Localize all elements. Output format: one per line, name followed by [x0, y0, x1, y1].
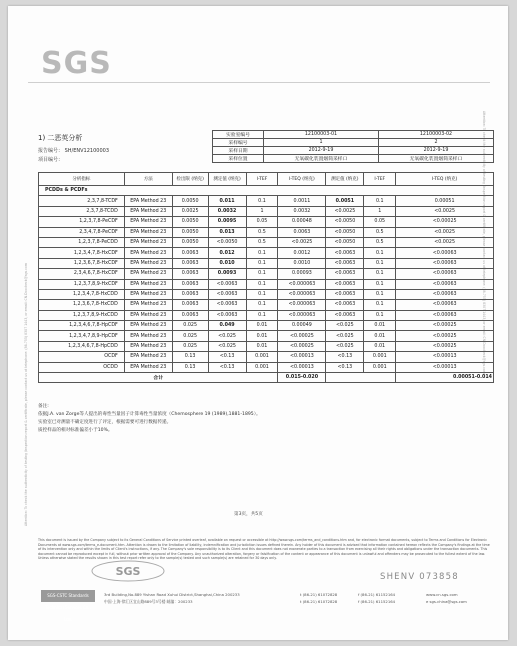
- serial-number: SHENV 073858: [380, 572, 459, 582]
- sgs-logo: SGS: [41, 46, 112, 81]
- table-row: [39, 206, 494, 216]
- analyte-cell: 1,2,3,7,8,9-HxCDD: [39, 310, 125, 320]
- sample-1-measured-cell: <0.025: [208, 331, 246, 341]
- sample-1-measured-cell: 0.0093: [208, 269, 246, 279]
- notes-title: 备注:: [38, 404, 49, 409]
- analyte-cell: 2,3,7,8-TCDF: [39, 196, 125, 206]
- report-page: [8, 6, 508, 640]
- sample-header-row: [213, 155, 494, 163]
- sample-1-value: 1: [264, 139, 379, 147]
- project-number-label: 项目编号：: [38, 157, 64, 163]
- sample-2-teq-cell: 0.00051: [396, 196, 494, 206]
- sample-2-value: 无氧碳化装置烟筒采样口: [379, 155, 494, 163]
- sample-1-teq-cell: <0.00025: [278, 341, 326, 351]
- analyte-cell: 2,3,4,6,7,8-HxCDF: [39, 269, 125, 279]
- detection-limit-cell: 0.025: [172, 341, 208, 351]
- sample-2-tef-cell: 0.1: [364, 310, 396, 320]
- sample-1-tef-cell: 1: [246, 206, 278, 216]
- detection-limit-cell: 0.0063: [172, 279, 208, 289]
- sample-1-teq-cell: <0.000063: [278, 310, 326, 320]
- sample-header-label: 实验室编号: [213, 131, 264, 139]
- sample-2-measured-cell: <0.0063: [326, 289, 364, 299]
- fax-english: f (86-21) 61152164: [358, 592, 396, 597]
- sample-1-tef-cell: 0.5: [246, 227, 278, 237]
- sample-1-tef-cell: 0.1: [246, 300, 278, 310]
- detection-limit-cell: 0.0050: [172, 227, 208, 237]
- sample-1-tef-cell: 0.001: [246, 362, 278, 372]
- sample-header-table: [212, 130, 494, 163]
- sample-1-measured-cell: <0.13: [208, 352, 246, 362]
- sample-2-teq-cell: <0.00025: [396, 341, 494, 351]
- sample-2-tef-cell: 1: [364, 206, 396, 216]
- column-header: I-TEF: [246, 173, 278, 186]
- address-english: 3rd Building,No.889 Yishan Road Xuhui District,Shanghai,China 200233: [104, 592, 240, 597]
- detection-limit-cell: 0.025: [172, 331, 208, 341]
- sample-2-value: 12100003-02: [379, 131, 494, 139]
- sample-1-measured-cell: <0.0063: [208, 300, 246, 310]
- method-cell: EPA Method 23: [124, 321, 172, 331]
- sample-1-measured-cell: 0.010: [208, 258, 246, 268]
- sample-1-tef-cell: 0.1: [246, 248, 278, 258]
- stamp-text: SGS: [115, 565, 141, 578]
- detection-limit-cell: 0.13: [172, 362, 208, 372]
- sample-2-tef-cell: 0.5: [364, 237, 396, 247]
- stamp-icon: [88, 558, 168, 584]
- sample-2-tef-cell: 0.1: [364, 258, 396, 268]
- sample-2-measured-cell: <0.0063: [326, 279, 364, 289]
- detection-limit-cell: 0.0063: [172, 289, 208, 299]
- detection-limit-cell: 0.0050: [172, 217, 208, 227]
- sample-1-teq-cell: <0.000063: [278, 279, 326, 289]
- table-row: [39, 289, 494, 299]
- sample-1-measured-cell: <0.0050: [208, 237, 246, 247]
- analyte-cell: 1,2,3,4,6,7,8-HpCDD: [39, 341, 125, 351]
- sample-2-teq-cell: <0.0025: [396, 237, 494, 247]
- method-cell: EPA Method 23: [124, 248, 172, 258]
- analyte-cell: OCDF: [39, 352, 125, 362]
- sample-1-value: 12100003-01: [264, 131, 379, 139]
- sample-1-tef-cell: 0.01: [246, 331, 278, 341]
- detection-limit-cell: 0.0050: [172, 196, 208, 206]
- sample-1-teq-cell: 0.00093: [278, 269, 326, 279]
- sample-2-measured-cell: <0.0063: [326, 300, 364, 310]
- sample-1-measured-cell: <0.0063: [208, 279, 246, 289]
- sample-1-teq-cell: 0.00048: [278, 217, 326, 227]
- sample-2-measured-cell: 0.0051: [326, 196, 364, 206]
- sample-1-measured-cell: 0.011: [208, 196, 246, 206]
- sample-1-tef-cell: 0.01: [246, 341, 278, 351]
- sample-2-tef-cell: 0.01: [364, 331, 396, 341]
- sample-1-measured-cell: <0.0063: [208, 289, 246, 299]
- sample-1-tef-cell: 0.1: [246, 258, 278, 268]
- side-notice-left: Attention: To check the authenticity of testing /inspection report & certificate, please contact us at telephone: (86-755) 8307 1443, or email: CN.Doccheck@sgs.com: [24, 262, 28, 526]
- total-row: [39, 373, 494, 383]
- sample-2-teq-cell: <0.0025: [396, 227, 494, 237]
- total-spacer: [326, 373, 396, 383]
- table-row: [39, 248, 494, 258]
- footer-company-logo: SGS-CSTC Standards Technical Services Co., Ltd.: [41, 590, 95, 602]
- sample-1-tef-cell: 0.1: [246, 269, 278, 279]
- table-row: [39, 352, 494, 362]
- table-row: [39, 341, 494, 351]
- sample-1-measured-cell: 0.049: [208, 321, 246, 331]
- column-header: I-TEQ (纳克): [396, 173, 494, 186]
- table-row: [39, 196, 494, 206]
- table-row: [39, 237, 494, 247]
- detection-limit-cell: 0.0063: [172, 248, 208, 258]
- analyte-cell: 1,2,3,4,7,8,9-HpCDF: [39, 331, 125, 341]
- sample-2-teq-cell: <0.0025: [396, 206, 494, 216]
- column-header-row: [39, 173, 494, 186]
- sample-2-measured-cell: <0.0063: [326, 310, 364, 320]
- sample-2-measured-cell: <0.13: [326, 362, 364, 372]
- method-cell: EPA Method 23: [124, 217, 172, 227]
- sample-2-tef-cell: 0.1: [364, 300, 396, 310]
- column-header: 方法: [124, 173, 172, 186]
- sample-1-teq-cell: <0.00013: [278, 352, 326, 362]
- sample-2-measured-cell: <0.0050: [326, 227, 364, 237]
- method-cell: EPA Method 23: [124, 258, 172, 268]
- sample-1-tef-cell: 0.001: [246, 352, 278, 362]
- sample-2-tef-cell: 0.5: [364, 227, 396, 237]
- table-row: [39, 331, 494, 341]
- sample-2-measured-cell: <0.13: [326, 352, 364, 362]
- sample-1-measured-cell: 0.0032: [208, 206, 246, 216]
- table-row: [39, 300, 494, 310]
- sample-2-tef-cell: 0.01: [364, 321, 396, 331]
- sample-1-teq-cell: 0.0032: [278, 206, 326, 216]
- analyte-cell: 2,3,4,7,8-PeCDF: [39, 227, 125, 237]
- detection-limit-cell: 0.0025: [172, 206, 208, 216]
- sample-header-row: [213, 131, 494, 139]
- sample-2-teq-cell: <0.00013: [396, 352, 494, 362]
- sample-1-teq-cell: 0.00049: [278, 321, 326, 331]
- analyte-cell: 1,2,3,7,8-PeCDD: [39, 237, 125, 247]
- notes-line-2: 实验室已对测量不确定度进行了评定，根据需要可进行数据传递。: [38, 420, 172, 425]
- sample-2-tef-cell: 0.05: [364, 217, 396, 227]
- section-row: [39, 186, 494, 196]
- method-cell: EPA Method 23: [124, 227, 172, 237]
- sample-2-measured-cell: <0.0050: [326, 237, 364, 247]
- sample-2-teq-cell: <0.00025: [396, 217, 494, 227]
- column-header: 分析指标: [39, 173, 125, 186]
- disclaimer-text: This document is issued by the Company subject to its General Conditions of Service printed overleaf, available on request or accessible at http://www.sgs.com/terms_and_conditions.htm and, for electronic format documents, subject to Terms and Conditions for Electronic Documents at www.sgs.com/terms_e-document.htm. Attention is drawn to the limitation of liability, indemnification and jurisdiction issues defined therein. Any holder of this document is advised that information contained hereon reflects the Company's findings at the time of its intervention only and within the limits of Client's instructions, if any. The Company's sole responsibility is to its Client and this document does not exonerate parties to a transaction from exercising all their rights and obligations under the transaction documents. This document cannot be reproduced except in full, without prior written approval of the Company. Any unauthorized alteration, forgery or falsification of the content or appearance of this document is unlawful and offenders may be prosecuted to the fullest extent of the law. Unless otherwise stated the results shown in this test report refer only to the sample(s) tested and such sample(s) are retained for 30 days only.: [38, 538, 490, 561]
- email[interactable]: e sgs.china@sgs.com: [426, 599, 467, 604]
- section-label: PCDDs & PCDFs: [39, 186, 494, 196]
- method-cell: EPA Method 23: [124, 352, 172, 362]
- analyte-cell: 1,2,3,4,7,8-HxCDD: [39, 289, 125, 299]
- method-cell: EPA Method 23: [124, 206, 172, 216]
- sample-1-teq-cell: 0.0011: [278, 196, 326, 206]
- detection-limit-cell: 0.13: [172, 352, 208, 362]
- page-number: 第3页，共5页: [234, 512, 263, 517]
- sample-1-measured-cell: 0.012: [208, 248, 246, 258]
- report-number-line: [38, 147, 109, 154]
- sample-1-tef-cell: 0.5: [246, 237, 278, 247]
- sample-2-measured-cell: <0.025: [326, 321, 364, 331]
- website[interactable]: www.cn.sgs.com: [426, 592, 458, 597]
- method-cell: EPA Method 23: [124, 341, 172, 351]
- table-row: [39, 310, 494, 320]
- analyte-cell: 1,2,3,7,8,9-HxCDF: [39, 279, 125, 289]
- sample-1-teq-cell: <0.00025: [278, 331, 326, 341]
- analyte-cell: 1,2,3,7,8-PeCDF: [39, 217, 125, 227]
- sample-2-tef-cell: 0.001: [364, 362, 396, 372]
- sample-2-measured-cell: <0.0063: [326, 269, 364, 279]
- tel-english: t (86-21) 61072828: [300, 592, 338, 597]
- sample-2-teq-cell: <0.00063: [396, 269, 494, 279]
- sample-2-teq-cell: <0.00063: [396, 248, 494, 258]
- analyte-cell: 2,3,7,8-TCDD: [39, 206, 125, 216]
- method-cell: EPA Method 23: [124, 237, 172, 247]
- table-row: [39, 258, 494, 268]
- sample-1-value: 2012-9-19: [264, 147, 379, 155]
- sample-2-total: 0.00051-0.014: [396, 373, 494, 383]
- sample-2-tef-cell: 0.1: [364, 289, 396, 299]
- sgs-stamp: [88, 558, 168, 584]
- analyte-cell: 1,2,3,4,6,7,8-HpCDF: [39, 321, 125, 331]
- sample-2-teq-cell: <0.00063: [396, 279, 494, 289]
- sample-1-teq-cell: <0.0025: [278, 237, 326, 247]
- sample-2-tef-cell: 0.1: [364, 196, 396, 206]
- address-chinese: 中国·上海·徐汇区宜山路889号3号楼 邮编：200233: [104, 599, 193, 604]
- sample-1-measured-cell: <0.13: [208, 362, 246, 372]
- sample-2-measured-cell: <0.025: [326, 331, 364, 341]
- sample-1-tef-cell: 0.1: [246, 310, 278, 320]
- sample-1-measured-cell: 0.0095: [208, 217, 246, 227]
- report-number-label: 报告编号：: [38, 148, 64, 154]
- sample-2-measured-cell: <0.0063: [326, 258, 364, 268]
- column-header: 测定值 (纳克): [208, 173, 246, 186]
- sample-1-teq-cell: <0.000063: [278, 289, 326, 299]
- table-row: [39, 227, 494, 237]
- sample-2-teq-cell: <0.00013: [396, 362, 494, 372]
- sample-2-teq-cell: <0.00063: [396, 289, 494, 299]
- sample-1-tef-cell: 0.1: [246, 196, 278, 206]
- method-cell: EPA Method 23: [124, 289, 172, 299]
- column-header: I-TEF: [364, 173, 396, 186]
- sample-2-tef-cell: 0.1: [364, 269, 396, 279]
- section-title: 1) 二恶英分析: [38, 134, 83, 142]
- sample-2-tef-cell: 0.1: [364, 279, 396, 289]
- sample-header-label: 采样日期: [213, 147, 264, 155]
- sample-2-tef-cell: 0.01: [364, 341, 396, 351]
- detection-limit-cell: 0.0063: [172, 258, 208, 268]
- table-row: [39, 321, 494, 331]
- method-cell: EPA Method 23: [124, 279, 172, 289]
- sample-2-measured-cell: <0.025: [326, 341, 364, 351]
- sample-2-teq-cell: <0.00025: [396, 331, 494, 341]
- sample-1-measured-cell: <0.025: [208, 341, 246, 351]
- method-cell: EPA Method 23: [124, 300, 172, 310]
- detection-limit-cell: 0.0063: [172, 269, 208, 279]
- table-row: [39, 217, 494, 227]
- notes-line-3: 质控样品的相对标准偏差小于10%。: [38, 428, 113, 433]
- sample-header-row: [213, 139, 494, 147]
- dioxin-results-table: [38, 172, 494, 383]
- column-header: I-TEQ (纳克): [278, 173, 326, 186]
- detection-limit-cell: 0.0050: [172, 237, 208, 247]
- tel-chinese: t (86-21) 61072828: [300, 599, 338, 604]
- sample-1-measured-cell: 0.013: [208, 227, 246, 237]
- table-row: [39, 279, 494, 289]
- analyte-cell: 1,2,3,4,7,8-HxCDF: [39, 248, 125, 258]
- total-label: 合计: [39, 373, 278, 383]
- analyte-cell: 1,2,3,6,7,8-HxCDF: [39, 258, 125, 268]
- sample-header-label: 采样编号: [213, 139, 264, 147]
- sample-2-teq-cell: <0.00063: [396, 258, 494, 268]
- sample-2-teq-cell: <0.00063: [396, 310, 494, 320]
- sample-1-total: 0.015-0.020: [278, 373, 326, 383]
- sample-1-value: 无氧碳化装置烟筒采样口: [264, 155, 379, 163]
- sample-1-teq-cell: <0.00013: [278, 362, 326, 372]
- column-header: 检出限 (纳克): [172, 173, 208, 186]
- fax-chinese: f (86-21) 61152164: [358, 599, 396, 604]
- sample-2-teq-cell: <0.00063: [396, 300, 494, 310]
- notes: [38, 403, 261, 435]
- sample-header-label: 采样位置: [213, 155, 264, 163]
- sample-2-measured-cell: <0.0025: [326, 206, 364, 216]
- detection-limit-cell: 0.0063: [172, 310, 208, 320]
- sample-2-value: 2: [379, 139, 494, 147]
- sample-2-value: 2012-9-19: [379, 147, 494, 155]
- detection-limit-cell: 0.025: [172, 321, 208, 331]
- sample-1-measured-cell: <0.0063: [208, 310, 246, 320]
- sample-2-tef-cell: 0.001: [364, 352, 396, 362]
- sample-1-teq-cell: 0.0012: [278, 248, 326, 258]
- report-number-value: SH/ENV12100003: [64, 148, 109, 154]
- sample-1-tef-cell: 0.05: [246, 217, 278, 227]
- sample-1-tef-cell: 0.1: [246, 279, 278, 289]
- table-row: [39, 269, 494, 279]
- sample-1-teq-cell: 0.0010: [278, 258, 326, 268]
- table-row: [39, 362, 494, 372]
- column-header: 测定值 (纳克): [326, 173, 364, 186]
- sample-header-row: [213, 147, 494, 155]
- sample-2-measured-cell: <0.0050: [326, 217, 364, 227]
- method-cell: EPA Method 23: [124, 196, 172, 206]
- header-divider: [28, 82, 490, 83]
- method-cell: EPA Method 23: [124, 362, 172, 372]
- sample-2-tef-cell: 0.1: [364, 248, 396, 258]
- sample-1-tef-cell: 0.1: [246, 289, 278, 299]
- sample-1-teq-cell: <0.000063: [278, 300, 326, 310]
- sample-1-teq-cell: 0.0063: [278, 227, 326, 237]
- detection-limit-cell: 0.0063: [172, 300, 208, 310]
- analyte-cell: 1,2,3,6,7,8-HxCDD: [39, 300, 125, 310]
- sample-2-measured-cell: <0.0063: [326, 248, 364, 258]
- notes-line-1: 依据J.A. van Zorge等人提出的毒性当量因子计算毒性当量浓度（Chemosphere 19 (1989),1881-1895）。: [38, 412, 261, 417]
- method-cell: EPA Method 23: [124, 331, 172, 341]
- sample-2-teq-cell: <0.00025: [396, 321, 494, 331]
- sample-1-tef-cell: 0.01: [246, 321, 278, 331]
- side-notice-right: Attention: To check the authenticity of testing /inspection report & certificate, please contact us at telephone: (86-755) 8307 1443, or email: CN.Doccheck@sgs.com: [482, 111, 486, 375]
- method-cell: EPA Method 23: [124, 310, 172, 320]
- analyte-cell: OCDD: [39, 362, 125, 372]
- method-cell: EPA Method 23: [124, 269, 172, 279]
